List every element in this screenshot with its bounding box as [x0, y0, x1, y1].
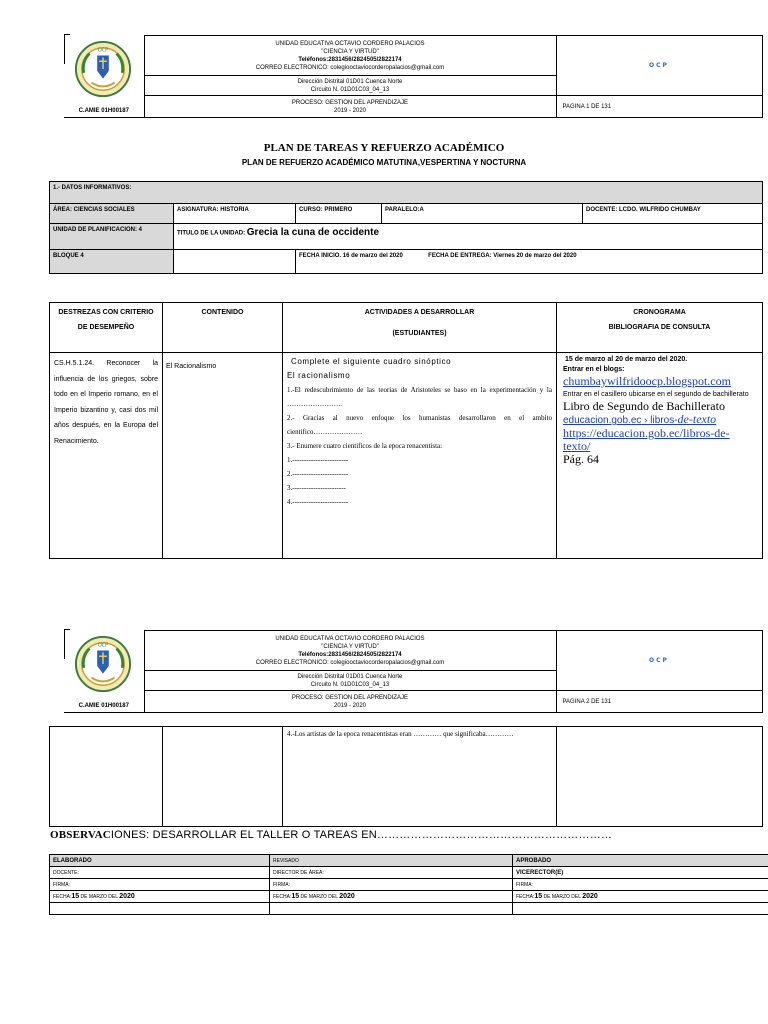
process-cell: [144, 96, 556, 118]
school-motto: "CIENCIA Y VIRTUD": [321, 48, 379, 55]
svg-text:OCP: OCP: [97, 643, 109, 649]
logo-cell: [64, 631, 144, 713]
curso-field: CURSO: PRIMERO: [296, 204, 382, 224]
page-number: PAGINA 2 DE 131: [556, 691, 762, 713]
empty-cell: [50, 727, 163, 827]
header-bibliografia-text: BIBLIOGRAFIA DE CONSULTA: [608, 324, 711, 331]
edu-link-tail[interactable]: de-texto: [677, 412, 717, 426]
school-email: CORREO ELECTRONICO: colegiooctaviocorderopalacios@gmail.com: [255, 659, 445, 666]
actividades-cell: [283, 353, 557, 559]
year-text: 2019 - 2020: [333, 702, 367, 709]
actividad-blank-1: 1.------------------------: [287, 456, 349, 464]
year-text: 2019 - 2020: [333, 107, 367, 114]
fecha-day: 15: [71, 893, 80, 900]
signature-table: [49, 854, 768, 915]
process-cell: [144, 691, 556, 713]
fecha-day: 15: [291, 893, 300, 900]
process-text: PROCESO: GESTION DEL APRENDIZAJE: [291, 99, 409, 106]
actividad-q2: 2.- Gracias al nuevo enfoque los humanistas desarrollaron en el ambito cientifico…………………: [287, 414, 552, 436]
casillero-text: Entrar en el casillero ubicarse en el segundo de bachillerato: [563, 391, 749, 398]
page-number: PAGINA 1 DE 131: [556, 96, 762, 118]
fecha-year: 2020: [339, 893, 355, 900]
blog-link[interactable]: chumbaywilfridoocp.blogspot.com: [563, 374, 731, 388]
observaciones: [50, 829, 612, 841]
firma-vicerrector: FIRMA:: [513, 879, 768, 891]
amie-code: C.AMIE 01H00187: [78, 108, 129, 114]
actividad-q1: 1.-El redescubrimiento de las teorias de Aristoteles se baso en la experimentación y la ……………………: [287, 386, 552, 408]
unidad-field: UNIDAD DE PLANIFICACION: 4: [50, 224, 174, 250]
observaciones-text: IONES: DESARROLLAR EL TALLER O TAREAS EN………………………………………………………: [110, 829, 613, 841]
header-cronograma-text: CRONOGRAMA: [633, 309, 686, 316]
header-estudiantes-text: (ESTUDIANTES): [392, 330, 447, 337]
actividad-blank-4: 4.------------------------: [287, 498, 349, 506]
actividad-blank-3: 3.-----------------------: [287, 484, 346, 492]
empty-cell: [174, 250, 296, 274]
header-cronograma: [557, 303, 763, 353]
fecha-entrega: FECHA DE ENTREGA: Viernes 20 de marzo del 2020: [428, 253, 577, 259]
school-seal-icon: [74, 635, 132, 693]
destreza-cell: CS.H.5.1.24. Reconocer la influencia de los griegos, sobre todo en el Imperio romano, en el Imperio bizantino y, casi dos mil años después, en la Europa del Renacimiento.: [50, 353, 163, 559]
titulo-label: TITULO DE LA UNIDAD:: [177, 230, 247, 237]
plan-table: [49, 302, 763, 559]
school-info-cell: [144, 36, 556, 76]
fecha-inicio: FECHA INICIO. 16 de marzo del 2020: [299, 253, 403, 259]
header-actividades: [283, 303, 557, 353]
cronograma-cell: [557, 353, 763, 559]
fecha-mid: DE MARZO DEL: [79, 894, 120, 900]
plan-table-continuation: [49, 726, 763, 827]
libro-text: Libro de Segundo de Bachillerato: [563, 399, 725, 413]
header-contenido: CONTENIDO: [163, 303, 283, 353]
fecha-prefix: FECHA:: [516, 894, 535, 900]
info-table: [49, 181, 763, 274]
elaborado-label: ELABORADO: [50, 855, 270, 867]
district-cell: [144, 76, 556, 96]
process-text: PROCESO: GESTION DEL APRENDIZAJE: [291, 694, 409, 701]
observaciones-bold: OBSERVAC: [50, 829, 111, 841]
empty-cell: [557, 727, 763, 827]
page-subtitle: PLAN DE REFUERZO ACADÉMICO MATUTINA,VESPERTINA Y NOCTURNA: [241, 158, 527, 167]
header-table: [64, 630, 763, 713]
paralelo-field: PARALELO:A: [382, 204, 583, 224]
contenido-cell: El Racionalismo: [163, 353, 283, 559]
fecha-year: 2020: [119, 893, 135, 900]
fecha-director: [270, 891, 513, 903]
school-seal-icon: [74, 40, 132, 98]
firma-director: FIRMA:: [270, 879, 513, 891]
blog-label: Entrar en el blogs:: [563, 366, 625, 373]
circuit-text: Circuito N. 01D01C03_04_13: [310, 86, 390, 93]
fecha-prefix: FECHA:: [273, 894, 292, 900]
brand-logo: OCP: [556, 631, 762, 691]
district-text: Dirección Distrital 01D01 Cuenca Norte: [297, 78, 403, 85]
asignatura-field: ASIGNATURA: HISTORIA: [174, 204, 296, 224]
fecha-vicerrector: [513, 891, 768, 903]
page-ref: Pág. 64: [563, 452, 599, 466]
director-sign: DIRECTOR DE ÁREA:: [270, 867, 513, 879]
aprobado-label: APROBADO: [513, 855, 768, 867]
actividad-q3: 3.- Enumere cuatro cientificos de la epoca renacentista:: [287, 442, 443, 450]
firma-docente: FIRMA:: [50, 879, 270, 891]
edu-link-domain[interactable]: educacion.gob.ec: [563, 415, 642, 426]
edu-url[interactable]: https://educacion.gob.ec/libros-de-texto/: [563, 426, 730, 453]
school-phones: Teléfonos:2831456/2824505/2822174: [298, 56, 402, 63]
vicerrector-sign: VICERECTOR(E): [513, 867, 768, 879]
edu-link-line[interactable]: [563, 413, 756, 427]
actividad-intro: Complete el siguiente cuadro sinóptico: [291, 357, 452, 366]
docente-sign: DOCENTE:: [50, 867, 270, 879]
header-destrezas-text: DESTREZAS CON CRITERIO DE DESEMPEÑO: [58, 309, 154, 331]
logo-cell: [64, 36, 144, 118]
actividad-q4: 4.-Los artistas de la epoca renacentistas eran ………… que significaba…………: [283, 727, 557, 827]
fecha-prefix: FECHA:: [53, 894, 72, 900]
fecha-day: 15: [534, 893, 543, 900]
actividad-sub: El racionalismo: [287, 371, 351, 380]
school-phones: Teléfonos:2831456/2824505/2822174: [298, 651, 402, 658]
titulo-unidad-field: [174, 224, 763, 250]
school-motto: "CIENCIA Y VIRTUD": [321, 643, 379, 650]
district-text: Dirección Distrital 01D01 Cuenca Norte: [297, 673, 403, 680]
revisado-label: REVISADO: [270, 855, 513, 867]
empty-cell: [163, 727, 283, 827]
fecha-mid: DE MARZO DEL: [299, 894, 340, 900]
district-cell: [144, 671, 556, 691]
cronograma-dates: 15 de marzo al 20 de marzo del 2020.: [565, 356, 688, 363]
header-destrezas: [50, 303, 163, 353]
fecha-docente: [50, 891, 270, 903]
empty-cell: [513, 903, 768, 915]
school-name: UNIDAD EDUCATIVA OCTAVIO CORDERO PALACIOS: [275, 40, 425, 47]
info-section-title: 1.- DATOS INFORMATIVOS:: [50, 182, 763, 204]
empty-cell: [270, 903, 513, 915]
edu-link-path[interactable]: › libros-: [641, 415, 678, 426]
amie-code: C.AMIE 01H00187: [78, 703, 129, 709]
school-email: CORREO ELECTRONICO: colegiooctaviocorderopalacios@gmail.com: [255, 64, 445, 71]
header-actividades-text: ACTIVIDADES A DESARROLLAR: [364, 309, 475, 316]
brand-logo: OCP: [556, 36, 762, 96]
page-title: PLAN DE TAREAS Y REFUERZO ACADÉMICO: [263, 142, 505, 154]
svg-text:OCP: OCP: [97, 48, 109, 54]
school-info-cell: [144, 631, 556, 671]
actividad-blank-2: 2.------------------------: [287, 470, 349, 478]
bloque-field: BLOQUE 4: [50, 250, 174, 274]
area-field: ÁREA: CIENCIAS SOCIALES: [50, 204, 174, 224]
docente-field: DOCENTE: LCDO. WILFRIDO CHUMBAY: [583, 204, 763, 224]
fecha-mid: DE MARZO DEL: [542, 894, 583, 900]
circuit-text: Circuito N. 01D01C03_04_13: [310, 681, 390, 688]
header-table: [64, 35, 763, 118]
school-name: UNIDAD EDUCATIVA OCTAVIO CORDERO PALACIOS: [275, 635, 425, 642]
fechas-field: [296, 250, 763, 274]
fecha-year: 2020: [582, 893, 598, 900]
titulo-value: Grecia la cuna de occidente: [246, 227, 380, 238]
empty-cell: [50, 903, 270, 915]
